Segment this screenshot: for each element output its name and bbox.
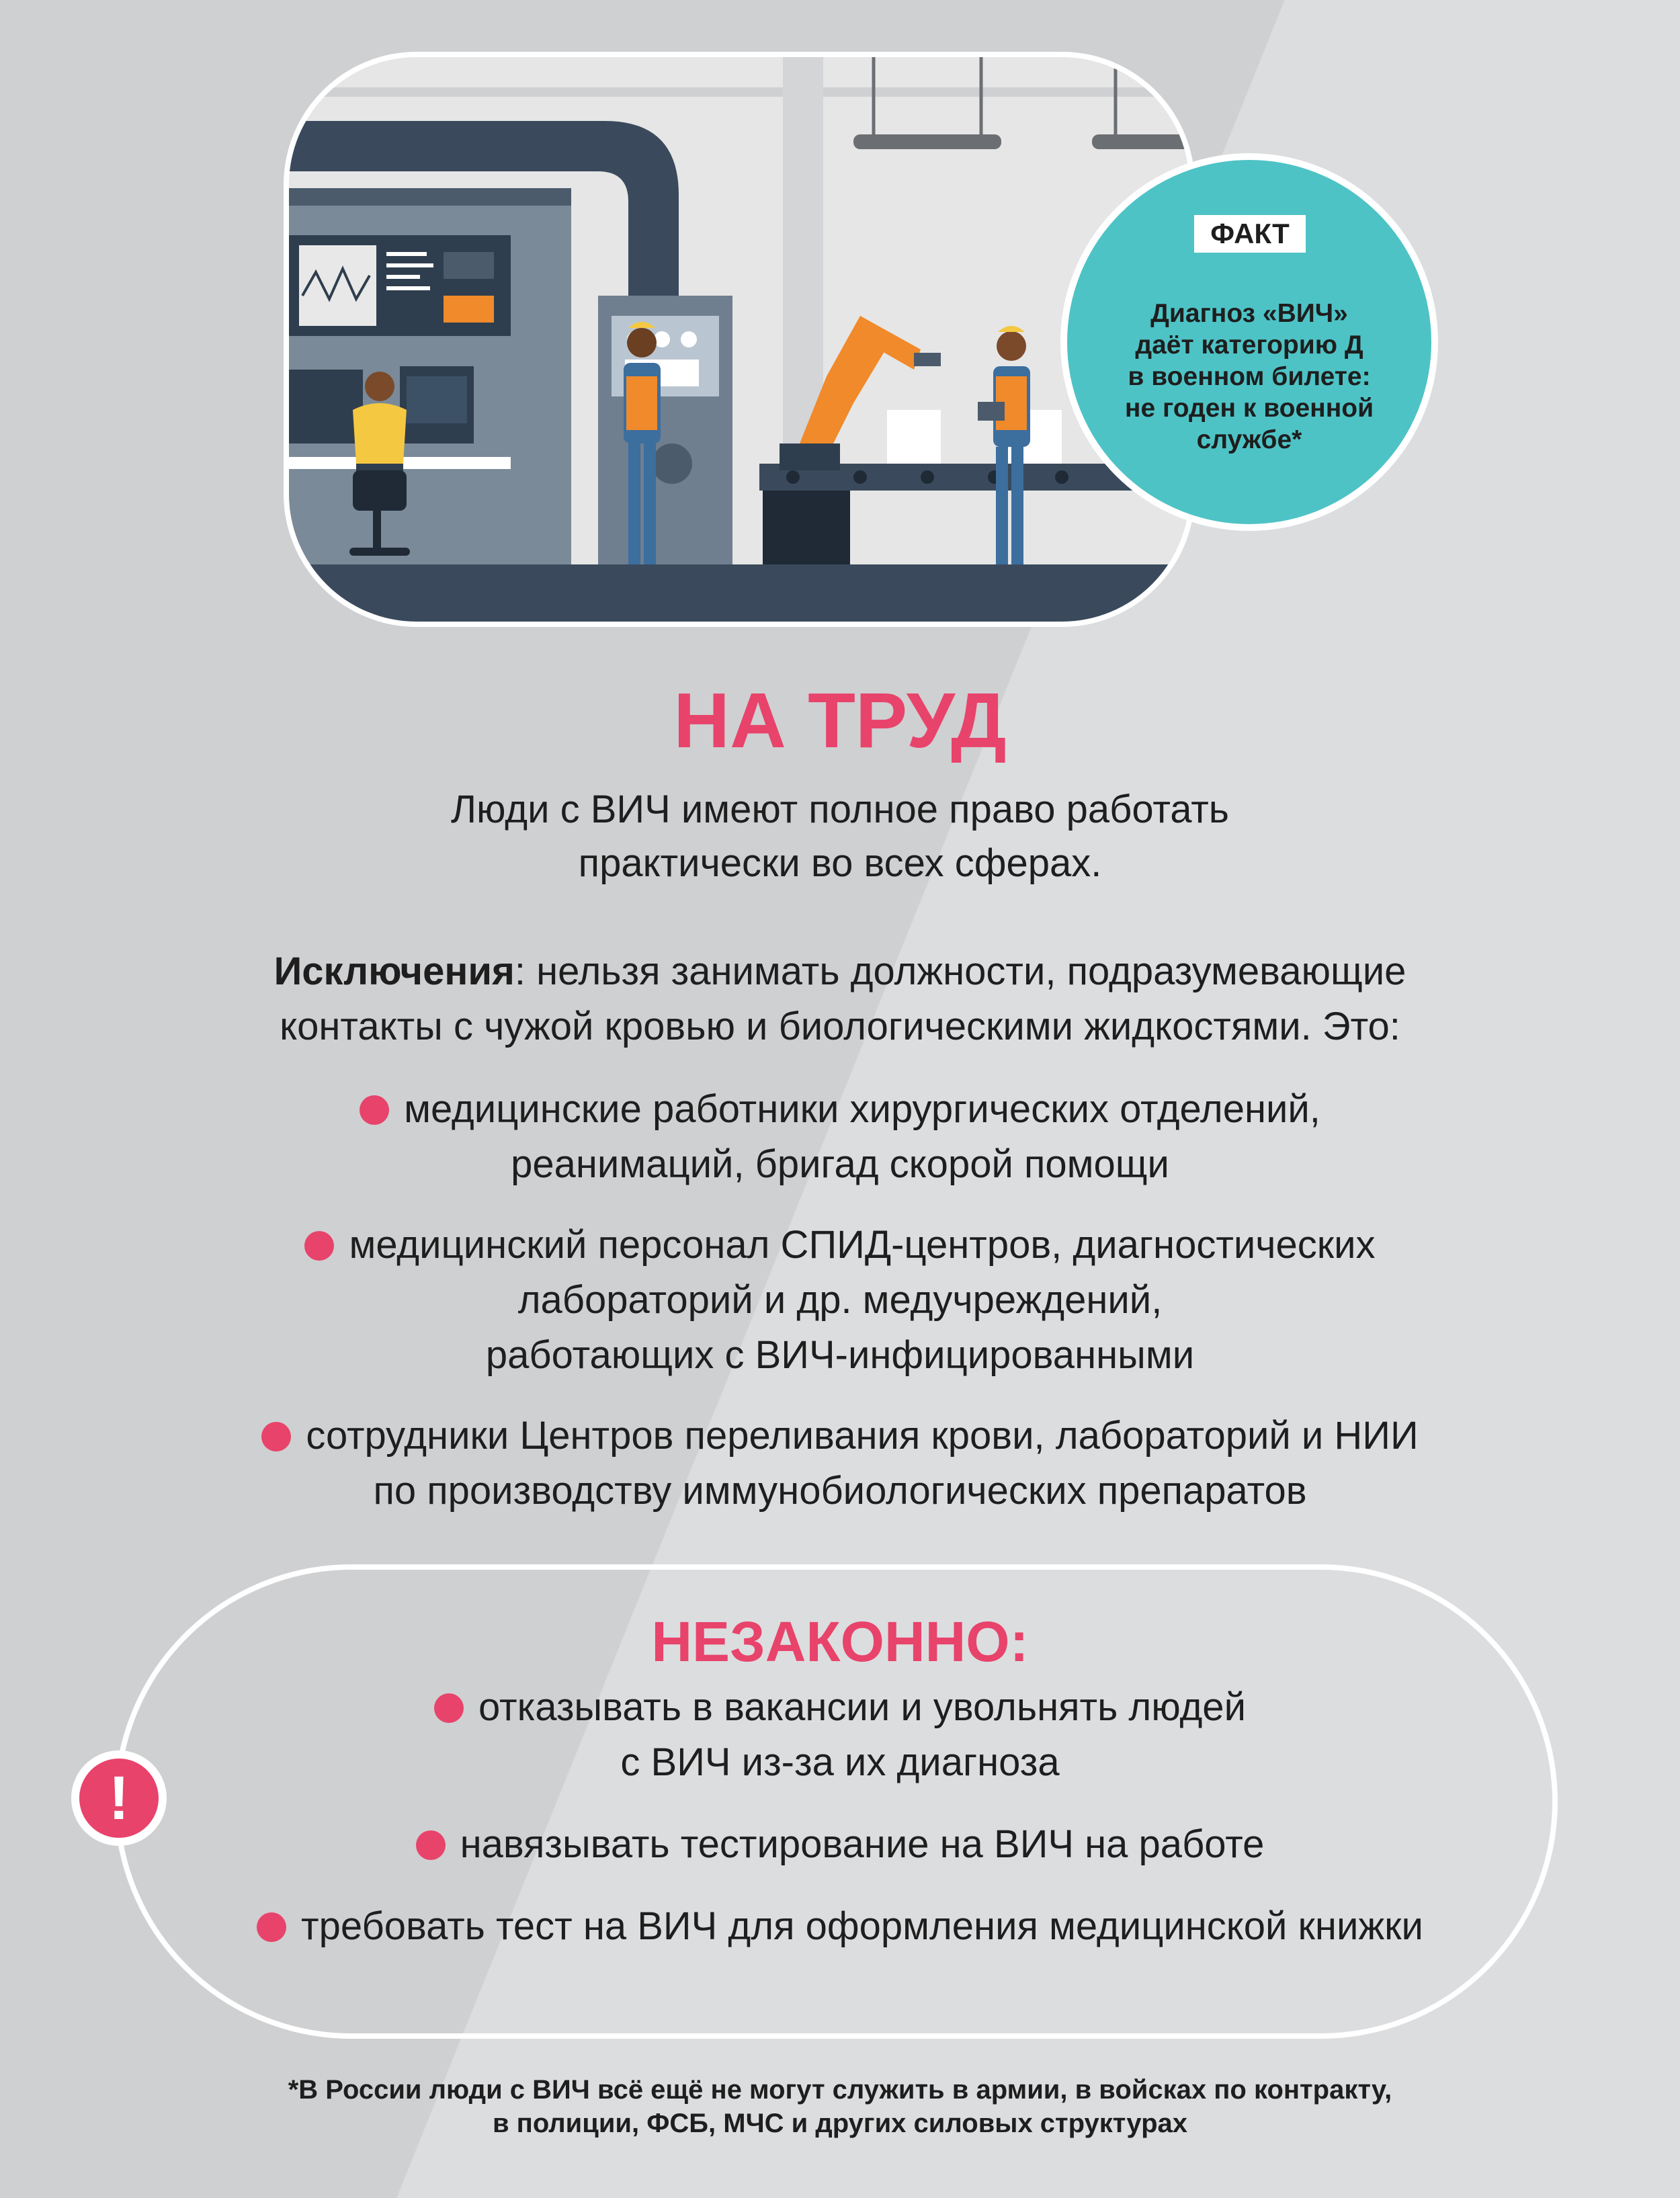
list-item-text: сотрудники Центров переливания крови, лабораторий и НИИ (306, 1414, 1419, 1457)
bullet-dot-icon (416, 1830, 446, 1860)
bullet-dot-icon (257, 1912, 286, 1942)
bullet-dot-icon (261, 1422, 291, 1451)
exceptions-line (134, 944, 1546, 999)
intro-line: практически во всех сферах. (578, 841, 1102, 885)
fact-badge: ФАКТ (1194, 215, 1306, 253)
list-item-text: навязывать тестирование на ВИЧ на работе (460, 1822, 1265, 1866)
exceptions-list (101, 1082, 1579, 1544)
fact-line: даёт категорию Д (1135, 331, 1363, 360)
intro-paragraph (202, 783, 1478, 890)
list-item-text: требовать тест на ВИЧ для оформления медицинской книжки (301, 1904, 1423, 1948)
fact-line: Диагноз «ВИЧ» (1150, 299, 1348, 328)
exceptions-line: контакты с чужой кровью и биологическими жидкостями. Это: (280, 1005, 1400, 1048)
bullet-dot-icon (304, 1231, 334, 1261)
footnote-line: *В России люди с ВИЧ всё ещё не могут служить в армии, в войсках по контракту, (288, 2075, 1392, 2105)
bullet-dot-icon (434, 1693, 464, 1723)
list-item-text: реанимаций, бригад скорой помощи (511, 1142, 1169, 1186)
list-item-text: медицинский персонал СПИД-центров, диагностических (349, 1223, 1376, 1267)
list-item (101, 1408, 1579, 1519)
list-item-text: работающих с ВИЧ-инфицированными (485, 1333, 1195, 1377)
footnote (134, 2073, 1546, 2140)
fact-circle (1060, 153, 1438, 531)
footnote-line: в полиции, ФСБ, МЧС и других силовых структурах (492, 2109, 1188, 2138)
list-item-text: отказывать в вакансии и увольнять людей (478, 1685, 1246, 1729)
exclamation-icon: ! (71, 1750, 167, 1846)
exceptions-paragraph (134, 944, 1546, 1054)
list-item (101, 1082, 1579, 1192)
list-item (168, 1899, 1512, 1954)
list-item (101, 1218, 1579, 1383)
fact-line: службе* (1196, 425, 1302, 454)
list-item-text: с ВИЧ из-за их диагноза (620, 1740, 1060, 1784)
illegal-list (168, 1680, 1512, 1981)
list-item-text: лабораторий и др. медучреждений, (517, 1278, 1163, 1322)
intro-line: Люди с ВИЧ имеют полное право работать (450, 788, 1230, 831)
exceptions-label: Исключения (274, 949, 515, 993)
illegal-title: НЕЗАКОННО: (651, 1610, 1029, 1673)
list-item (168, 1817, 1512, 1872)
page-title: НА ТРУД (673, 677, 1007, 764)
list-item-text: по производству иммунобиологических препаратов (373, 1469, 1307, 1513)
bullet-dot-icon (360, 1095, 389, 1125)
exceptions-line1-rest: : нельзя занимать должности, подразумевающие (514, 949, 1406, 993)
list-item (168, 1680, 1512, 1790)
fact-text (1094, 298, 1404, 456)
fact-line: не годен к военной (1124, 394, 1374, 423)
list-item-text: медицинские работники хирургических отделений, (404, 1087, 1320, 1131)
fact-line: в военном билете: (1128, 362, 1371, 391)
